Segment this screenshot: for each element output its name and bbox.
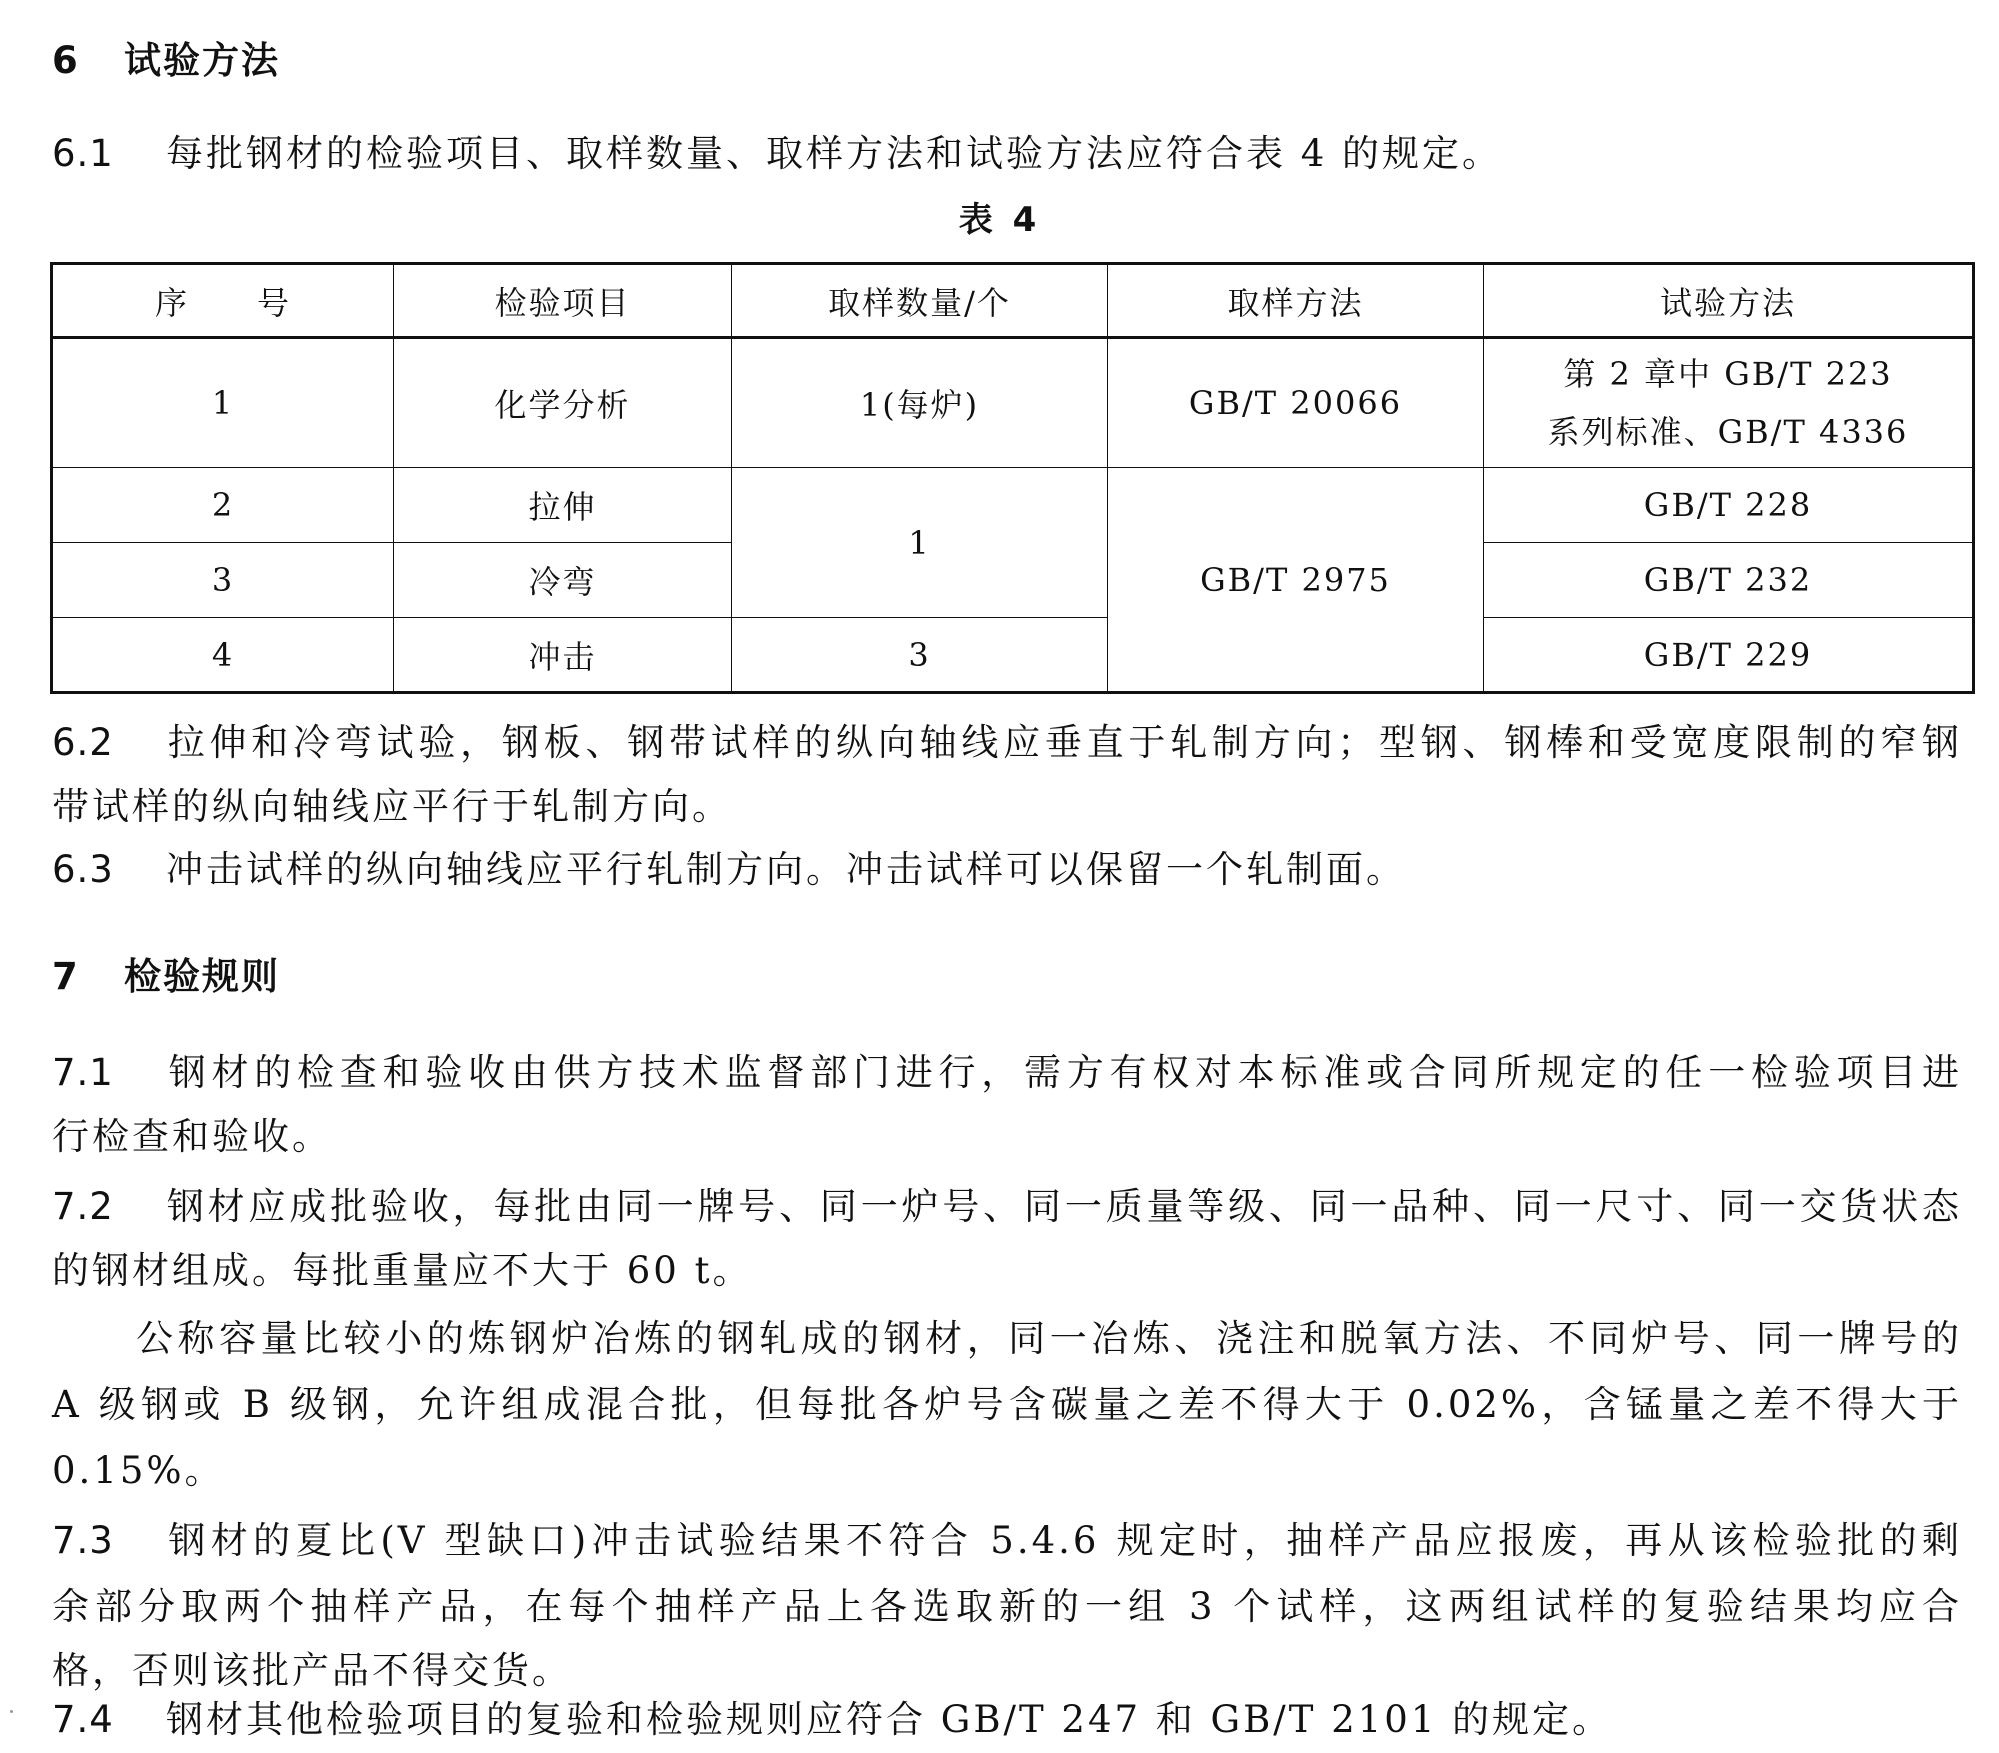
clause-6-2-text-1: 拉伸和冷弯试验，钢板、钢带试样的纵向轴线应垂直于轧制方向；型钢、钢棒和受宽度限制的窄钢 xyxy=(166,721,1962,764)
clause-6-2-line-2: 带试样的纵向轴线应平行于轧制方向。 xyxy=(52,785,732,828)
clause-6-1 xyxy=(52,122,1502,186)
clause-7-4-text: 钢材其他检验项目的复验和检验规则应符合 GB/T 247 和 GB/T 2101 的规定。 xyxy=(166,1698,1613,1741)
clause-7-3-line-2 xyxy=(52,1576,1962,1630)
clause-7-2-line-1 xyxy=(52,1176,1962,1230)
clause-7-4 xyxy=(52,1688,1612,1752)
clause-7-2-para-2-line-2 xyxy=(52,1374,1962,1428)
cell-seq: 2 xyxy=(52,468,394,543)
clause-7-1-line-1 xyxy=(52,1042,1962,1096)
clause-7-2-line-2: 的钢材组成。每批重量应不大于 60 t。 xyxy=(52,1249,753,1292)
clause-7-1-text-1: 钢材的检查和验收由供方技术监督部门进行，需方有权对本标准或合同所规定的任一检验项目进 xyxy=(166,1051,1962,1094)
clause-6-3-text: 冲击试样的纵向轴线应平行轧制方向。冲击试样可以保留一个轧制面。 xyxy=(166,848,1406,891)
section-7-heading xyxy=(52,946,280,1000)
cell-item: 冲击 xyxy=(394,618,732,693)
section-6-title: 试验方法 xyxy=(124,39,280,82)
section-7-title: 检验规则 xyxy=(124,955,280,998)
clause-7-3-text-2: 余部分取两个抽样产品，在每个抽样产品上各选取新的一组 3 个试样，这两组试样的复验结果均应合 xyxy=(52,1585,1962,1628)
header-seq: 序 号 xyxy=(52,264,394,338)
table-4 xyxy=(50,262,1975,694)
cell-seq: 3 xyxy=(52,543,394,618)
clause-6-1-text: 每批钢材的检验项目、取样数量、取样方法和试验方法应符合表 4 的规定。 xyxy=(166,132,1503,175)
cell-test xyxy=(1484,338,1974,468)
cell-test: GB/T 232 xyxy=(1484,543,1974,618)
clause-6-3-number: 6.3 xyxy=(52,848,114,891)
header-test: 试验方法 xyxy=(1484,264,1974,338)
clause-7-4-number: 7.4 xyxy=(52,1698,114,1741)
cell-test-line-2: 系列标准、GB/T 4336 xyxy=(1547,413,1909,451)
clause-7-1-number: 7.1 xyxy=(52,1051,114,1094)
section-6-heading xyxy=(52,30,280,84)
clause-7-2-text-1: 钢材应成批验收，每批由同一牌号、同一炉号、同一质量等级、同一品种、同一尺寸、同一交货状态 xyxy=(166,1185,1962,1228)
clause-7-2-para-2-text-1: 公称容量比较小的炼钢炉冶炼的钢轧成的钢材，同一冶炼、浇注和脱氧方法、不同炉号、同一牌号的 xyxy=(136,1317,1962,1360)
cell-sampling: GB/T 20066 xyxy=(1108,338,1484,468)
clause-7-2-para-2-line-3: 0.15%。 xyxy=(52,1449,225,1492)
scan-speck xyxy=(10,1710,13,1713)
cell-item: 化学分析 xyxy=(394,338,732,468)
table-row xyxy=(52,468,1974,543)
cell-test: GB/T 229 xyxy=(1484,618,1974,693)
cell-qty-merged: 1 xyxy=(732,468,1108,618)
cell-test: GB/T 228 xyxy=(1484,468,1974,543)
clause-7-3-text-1: 钢材的夏比(V 型缺口)冲击试验结果不符合 5.4.6 规定时，抽样产品应报废，再从该检验批的剩 xyxy=(166,1519,1962,1562)
clause-7-2-para-2-line-1 xyxy=(136,1308,1962,1362)
clause-7-3-line-1 xyxy=(52,1510,1962,1564)
section-6-number: 6 xyxy=(52,39,80,82)
clause-7-2-para-2-text-2: A 级钢或 B 级钢，允许组成混合批，但每批各炉号含碳量之差不得大于 0.02%，含锰量之差不得大于 xyxy=(52,1383,1962,1426)
cell-qty: 1(每炉) xyxy=(732,338,1108,468)
cell-sampling-merged: GB/T 2975 xyxy=(1108,468,1484,693)
table-row xyxy=(52,618,1974,693)
section-7-number: 7 xyxy=(52,955,80,998)
clause-7-1-line-2: 行检查和验收。 xyxy=(52,1115,332,1158)
cell-seq: 1 xyxy=(52,338,394,468)
header-item: 检验项目 xyxy=(394,264,732,338)
table-4-title: 表 4 xyxy=(958,200,1041,240)
table-header-row xyxy=(52,264,1974,338)
cell-test-line-1: 第 2 章中 GB/T 223 xyxy=(1563,355,1893,393)
table-row xyxy=(52,338,1974,468)
clause-6-2-line-1 xyxy=(52,712,1962,766)
clause-6-1-number: 6.1 xyxy=(52,132,114,175)
clause-7-3-line-3: 格，否则该批产品不得交货。 xyxy=(52,1649,572,1692)
cell-seq: 4 xyxy=(52,618,394,693)
clause-6-2-number: 6.2 xyxy=(52,721,114,764)
clause-7-2-number: 7.2 xyxy=(52,1185,114,1228)
cell-item: 冷弯 xyxy=(394,543,732,618)
cell-qty: 3 xyxy=(732,618,1108,693)
clause-7-3-number: 7.3 xyxy=(52,1519,114,1562)
header-qty: 取样数量/个 xyxy=(732,264,1108,338)
header-sampling: 取样方法 xyxy=(1108,264,1484,338)
clause-6-3 xyxy=(52,838,1406,902)
cell-item: 拉伸 xyxy=(394,468,732,543)
